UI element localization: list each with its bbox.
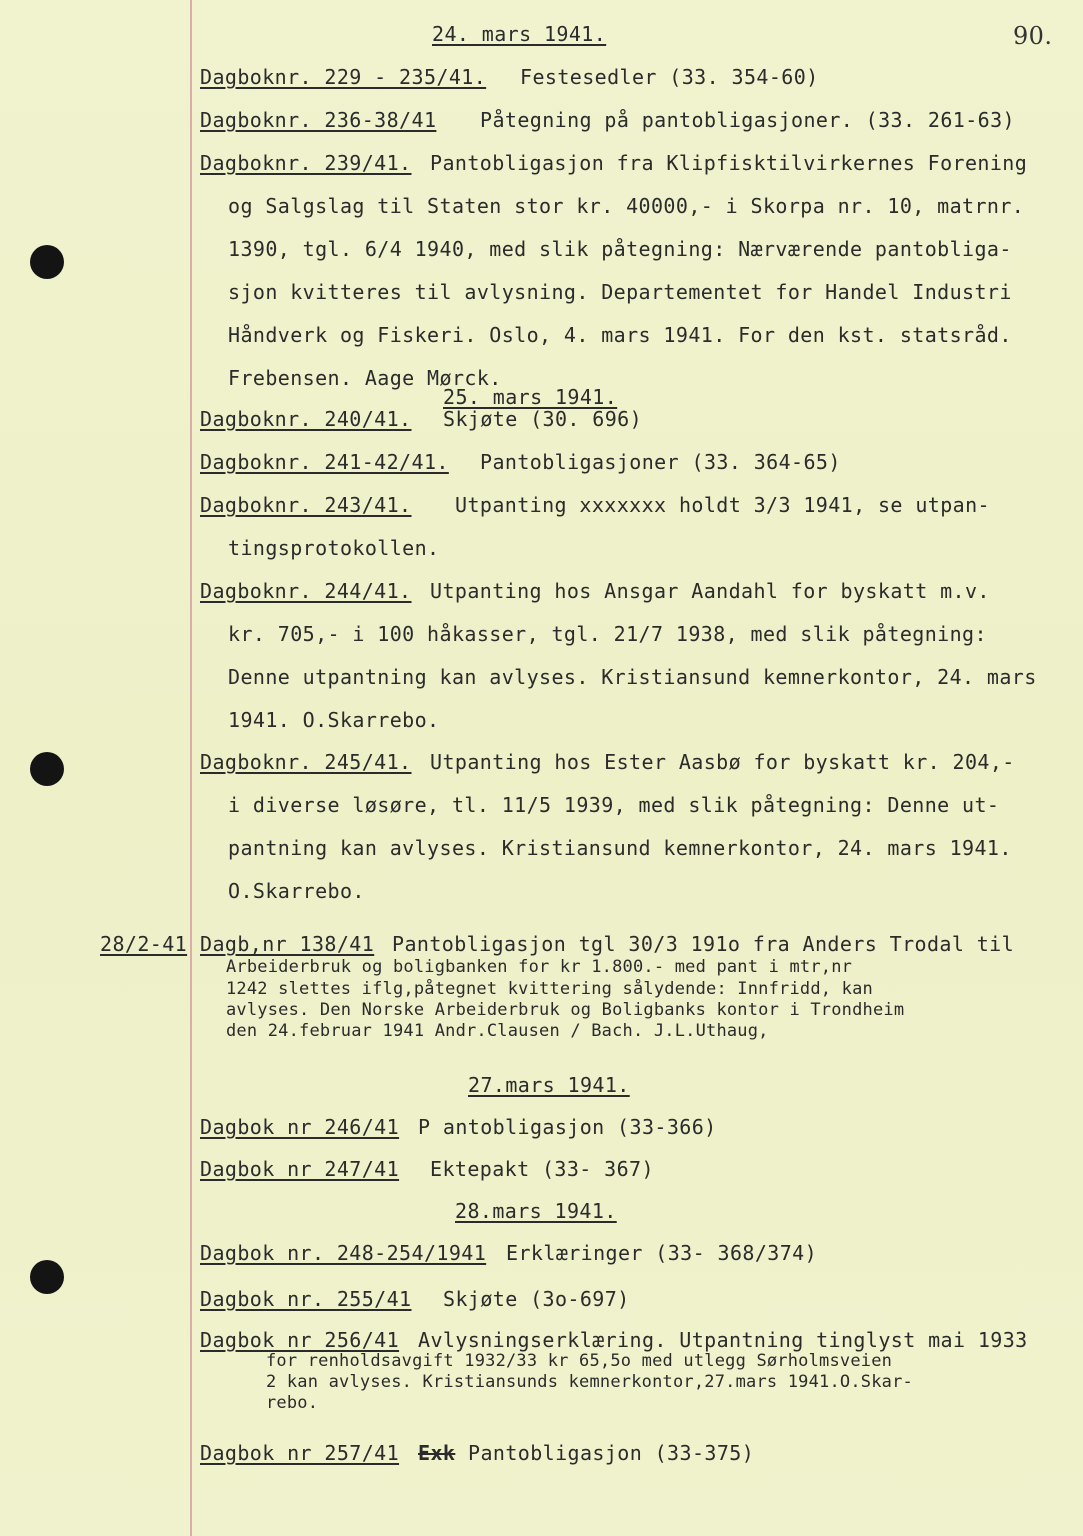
entry-text: Avlysningserklæring. Utpantning tinglyst mai 1933: [418, 1328, 1028, 1352]
entry-ref: Dagboknr. 239/41.: [200, 151, 412, 175]
entry-line: 1242 slettes iflg,påtegnet kvittering sålydende: Innfridd, kan: [226, 979, 873, 999]
entry-line: Denne utpantning kan avlyses. Kristiansund kemnerkontor, 24. mars: [228, 665, 1037, 689]
entry-line: for renholdsavgift 1932/33 kr 65,5o med utlegg Sørholmsveien: [266, 1351, 893, 1371]
entry-line: den 24.februar 1941 Andr.Clausen / Bach. J.L.Uthaug,: [226, 1021, 769, 1041]
entry-ref: Dagb,nr 138/41: [200, 932, 375, 956]
entry-ref: Dagboknr. 236-38/41: [200, 108, 437, 132]
entry-ref: Dagboknr. 244/41.: [200, 579, 412, 603]
entry-ref: Dagbok nr 247/41: [200, 1157, 400, 1181]
date-heading: 25. mars 1941.: [443, 385, 618, 409]
entry-line: sjon kvitteres til avlysning. Departementet for Handel Industri: [228, 280, 1012, 304]
entry-ref: Dagboknr. 245/41.: [200, 750, 412, 774]
entry-text: P antobligasjon (33-366): [418, 1115, 717, 1139]
punch-hole: [30, 245, 64, 279]
entry-ref: Dagbok nr. 255/41: [200, 1287, 412, 1311]
entry-line: i diverse løsøre, tl. 11/5 1939, med slik påtegning: Denne ut-: [228, 793, 1000, 817]
entry-ref: Dagbok nr 256/41: [200, 1328, 400, 1352]
entry-ref: Dagboknr. 243/41.: [200, 493, 412, 517]
entry-ref: Dagboknr. 241-42/41.: [200, 450, 449, 474]
punch-hole: [30, 752, 64, 786]
margin-rule: [190, 0, 192, 1536]
page-number: 90.: [1013, 22, 1053, 50]
entry-text: Festesedler (33. 354-60): [520, 65, 819, 89]
entry-text: Pantobligasjoner (33. 364-65): [480, 450, 841, 474]
entry-text: Pantobligasjon fra Klipfisktilvirkernes Forening: [430, 151, 1028, 175]
entry-ref: Dagbok nr 257/41: [200, 1441, 400, 1465]
entry-text: Skjøte (30. 696): [443, 407, 643, 431]
entry-line: rebo.: [266, 1393, 319, 1413]
entry-ref: Dagbok nr 246/41: [200, 1115, 400, 1139]
entry-line: Håndverk og Fiskeri. Oslo, 4. mars 1941. For den kst. statsråd.: [228, 323, 1012, 347]
date-heading: 27.mars 1941.: [468, 1073, 630, 1097]
entry-line: 2 kan avlyses. Kristiansunds kemnerkontor,27.mars 1941.O.Skar-: [266, 1372, 913, 1392]
entry-text: Erklæringer (33- 368/374): [506, 1241, 818, 1265]
entry-ref: Dagboknr. 240/41.: [200, 407, 412, 431]
entry-text: Utpanting hos Ester Aasbø for byskatt kr. 204,-: [430, 750, 1015, 774]
entry-line: kr. 705,- i 100 håkasser, tgl. 21/7 1938, med slik påtegning:: [228, 622, 987, 646]
entry-line: 1390, tgl. 6/4 1940, med slik påtegning: Nærværende pantobliga-: [228, 237, 1012, 261]
entry-text: Påtegning på pantobligasjoner. (33. 261-63): [480, 108, 1015, 132]
entry-ref: Dagboknr. 229 - 235/41.: [200, 65, 487, 89]
entry-line: pantning kan avlyses. Kristiansund kemnerkontor, 24. mars 1941.: [228, 836, 1012, 860]
entry-text: Skjøte (3o-697): [443, 1287, 630, 1311]
entry-line: og Salgslag til Staten stor kr. 40000,- i Skorpa nr. 10, matrnr.: [228, 194, 1025, 218]
entry-text: Pantobligasjon (33-375): [468, 1441, 755, 1465]
entry-line: tingsprotokollen.: [228, 536, 440, 560]
margin-date: 28/2-41: [100, 932, 188, 956]
date-heading: 24. mars 1941.: [432, 22, 607, 46]
entry-line: Frebensen. Aage Mørck.: [228, 366, 502, 390]
entry-text: Utpanting hos Ansgar Aandahl for byskatt m.v.: [430, 579, 990, 603]
entry-text: Ektepakt (33- 367): [430, 1157, 654, 1181]
entry-text: Pantobligasjon tgl 30/3 191o fra Anders Trodal til: [392, 932, 1015, 956]
entry-line: O.Skarrebo.: [228, 879, 365, 903]
entry-text: Utpanting xxxxxxx holdt 3/3 1941, se utpan-: [455, 493, 990, 517]
struck-text: Exk: [418, 1441, 456, 1465]
punch-hole: [30, 1260, 64, 1294]
entry-ref: Dagbok nr. 248-254/1941: [200, 1241, 487, 1265]
date-heading: 28.mars 1941.: [455, 1199, 617, 1223]
entry-line: avlyses. Den Norske Arbeiderbruk og Boligbanks kontor i Trondheim: [226, 1000, 905, 1020]
entry-line: 1941. O.Skarrebo.: [228, 708, 440, 732]
entry-line: Arbeiderbruk og boligbanken for kr 1.800.- med pant i mtr,nr: [226, 957, 853, 977]
